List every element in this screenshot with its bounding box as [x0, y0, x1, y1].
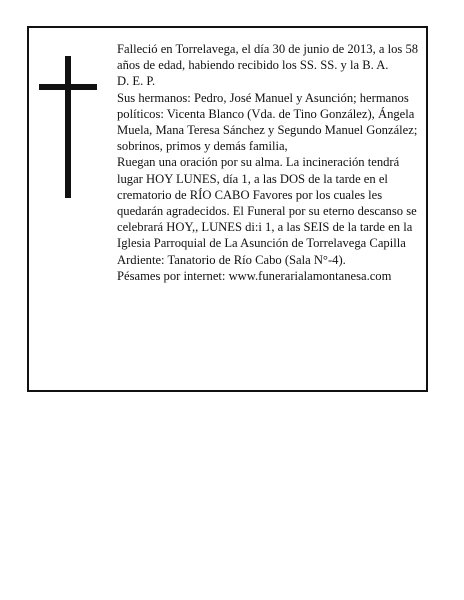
notice-body	[117, 41, 422, 284]
service-details: Ruegan una oración por su alma. La incineración tendrá lugar HOY LUNES, día 1, a las DOS de la tarde en el crematorio de RÍO CABO Favores por los cuales les quedarán agradecidos. El Funeral por su eterno descanso se celebrará HOY,, LUNES di:i 1, a las SEIS de la tarde en la Iglesia Parroquial de La Asunción de Torrelavega Capilla Ardiente: Tanatorio de Río Cabo (Sala N°-4).	[117, 155, 417, 267]
family-list: Sus hermanos: Pedro, José Manuel y Asunción; hermanos políticos: Vicenta Blanco (Vda. de Tino González), Ángela Muela, Mana Teresa Sánchez y Segundo Manuel González; sobrinos, primos y demás familia,	[117, 90, 418, 154]
cross-vertical-bar	[65, 56, 71, 198]
cross-horizontal-bar	[39, 84, 97, 90]
rip-line: D. E. P.	[117, 74, 156, 89]
cross-icon	[39, 56, 97, 198]
condolences-line: Pésames por internet: www.funerarialamontanesa.com	[117, 268, 392, 283]
obituary-notice	[27, 26, 428, 392]
death-announcement: Falleció en Torrelavega, el día 30 de junio de 2013, a los 58 años de edad, habiendo recibido los SS. SS. y la B. A.	[117, 42, 419, 73]
